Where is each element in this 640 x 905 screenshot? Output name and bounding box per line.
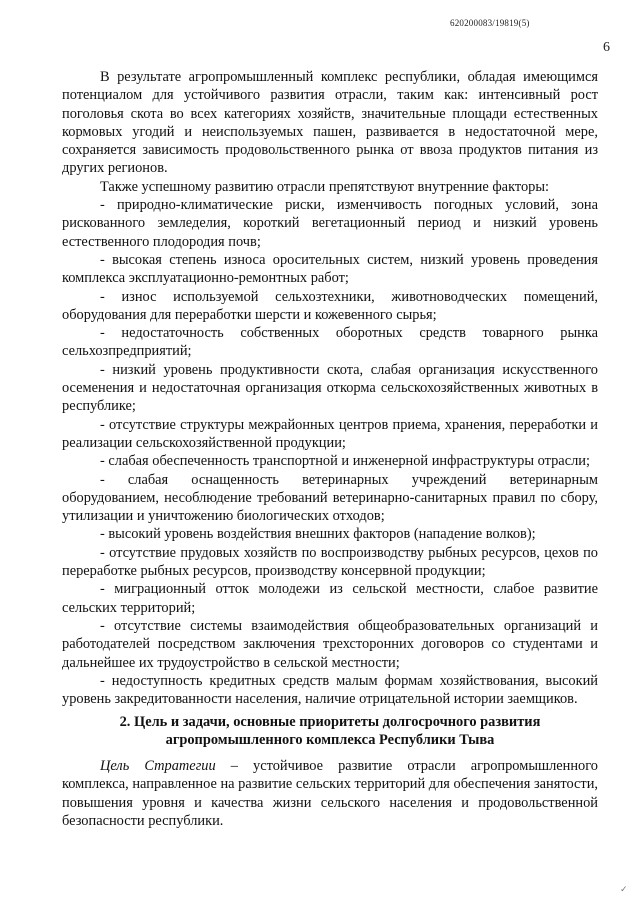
- factor-item: - высокий уровень воздействия внешних факторов (нападение волков);: [100, 526, 536, 543]
- factor-item: - отсутствие прудовых хозяйств по воспроизводству рыбных ресурсов, цехов по переработке рыбных ресурсов, производству консервной продукции;: [62, 544, 598, 580]
- factor-item: - слабая обеспеченность транспортной и инженерной инфраструктуры отрасли;: [100, 453, 590, 470]
- factor-item: - износ используемой сельхозтехники, животноводческих помещений, оборудования для переработки шерсти и кожевенного сырья;: [62, 288, 598, 323]
- strategy-goal-paragraph: [62, 757, 598, 830]
- factor-item: - отсутствие структуры межрайонных центров приема, хранения, переработки и реализации сельскохозяйственной продукции;: [62, 416, 598, 451]
- factor-item: - слабая оснащенность ветеринарных учреждений ветеринарным оборудованием, несоблюдение требований ветеринарно-санитарных правил по сбору, утилизации и уничтожению биологических отходов;: [62, 471, 598, 525]
- factor-item: - отсутствие системы взаимодействия общеобразовательных организаций и работодателей посредством заключения трехсторонних договоров со студентами и дальнейшее их трудоустройство в сельской местности;: [62, 617, 598, 671]
- factor-item: - низкий уровень продуктивности скота, слабая организация искусственного осеменения и недостаточная организация откорма сельскохозяйственных животных в республике;: [62, 361, 598, 415]
- intro-paragraph: В результате агропромышленный комплекс республики, обладая имеющимся потенциалом для устойчивого развития отрасли, таким как: интенсивный рост поголовья скота во всех категориях хозяйств, значительные площади естественных кормовых угодий и неиспользуемых пашен, развивается в недостаточной мере, сохраняется зависимость продовольственного рынка от ввоза продуктов питания из других регионов.: [62, 69, 598, 177]
- factor-item: - высокая степень износа оросительных систем, низкий уровень проведения комплекса эксплуатационно-ремонтных работ;: [62, 251, 598, 287]
- section-heading-line2: агропромышленного комплекса Республики Тыва: [165, 732, 495, 748]
- strategy-goal-text: – устойчивое развитие отрасли агропромышленного комплекса, направленное на развитие сельских территорий для обеспечения занятости, повышения уровня и качества жизни сельского населения и продовольственной безопасности республики.: [62, 758, 598, 829]
- body-text: [62, 68, 598, 708]
- strategy-goal-term: Цель Стратегии: [100, 758, 216, 774]
- factor-item: - миграционный отток молодежи из сельской местности, слабое развитие сельских территорий;: [62, 581, 598, 616]
- factor-item: - недостаточность собственных оборотных средств товарного рынка сельхозпредприятий;: [62, 325, 598, 360]
- factors-lead-paragraph: Также успешному развитию отрасли препятствуют внутренние факторы:: [100, 178, 550, 195]
- factor-item: - недоступность кредитных средств малым формам хозяйствования, высокий уровень закредитованности населения, наличие отрицательной истории заемщиков.: [62, 672, 598, 708]
- document-code: 620200083/19819(5): [450, 18, 530, 28]
- section-heading-line1: 2. Цель и задачи, основные приоритеты долгосрочного развития: [119, 714, 541, 730]
- page-number: 6: [603, 40, 610, 55]
- strategy-goal-block: [62, 757, 598, 830]
- section-heading: [62, 713, 598, 749]
- corner-mark: ✓: [620, 884, 628, 894]
- factor-item: - природно-климатические риски, изменчивость погодных условий, зона рискованного земледелия, короткий вегетационный период и низкий уровень естественного плодородия почв;: [62, 197, 598, 250]
